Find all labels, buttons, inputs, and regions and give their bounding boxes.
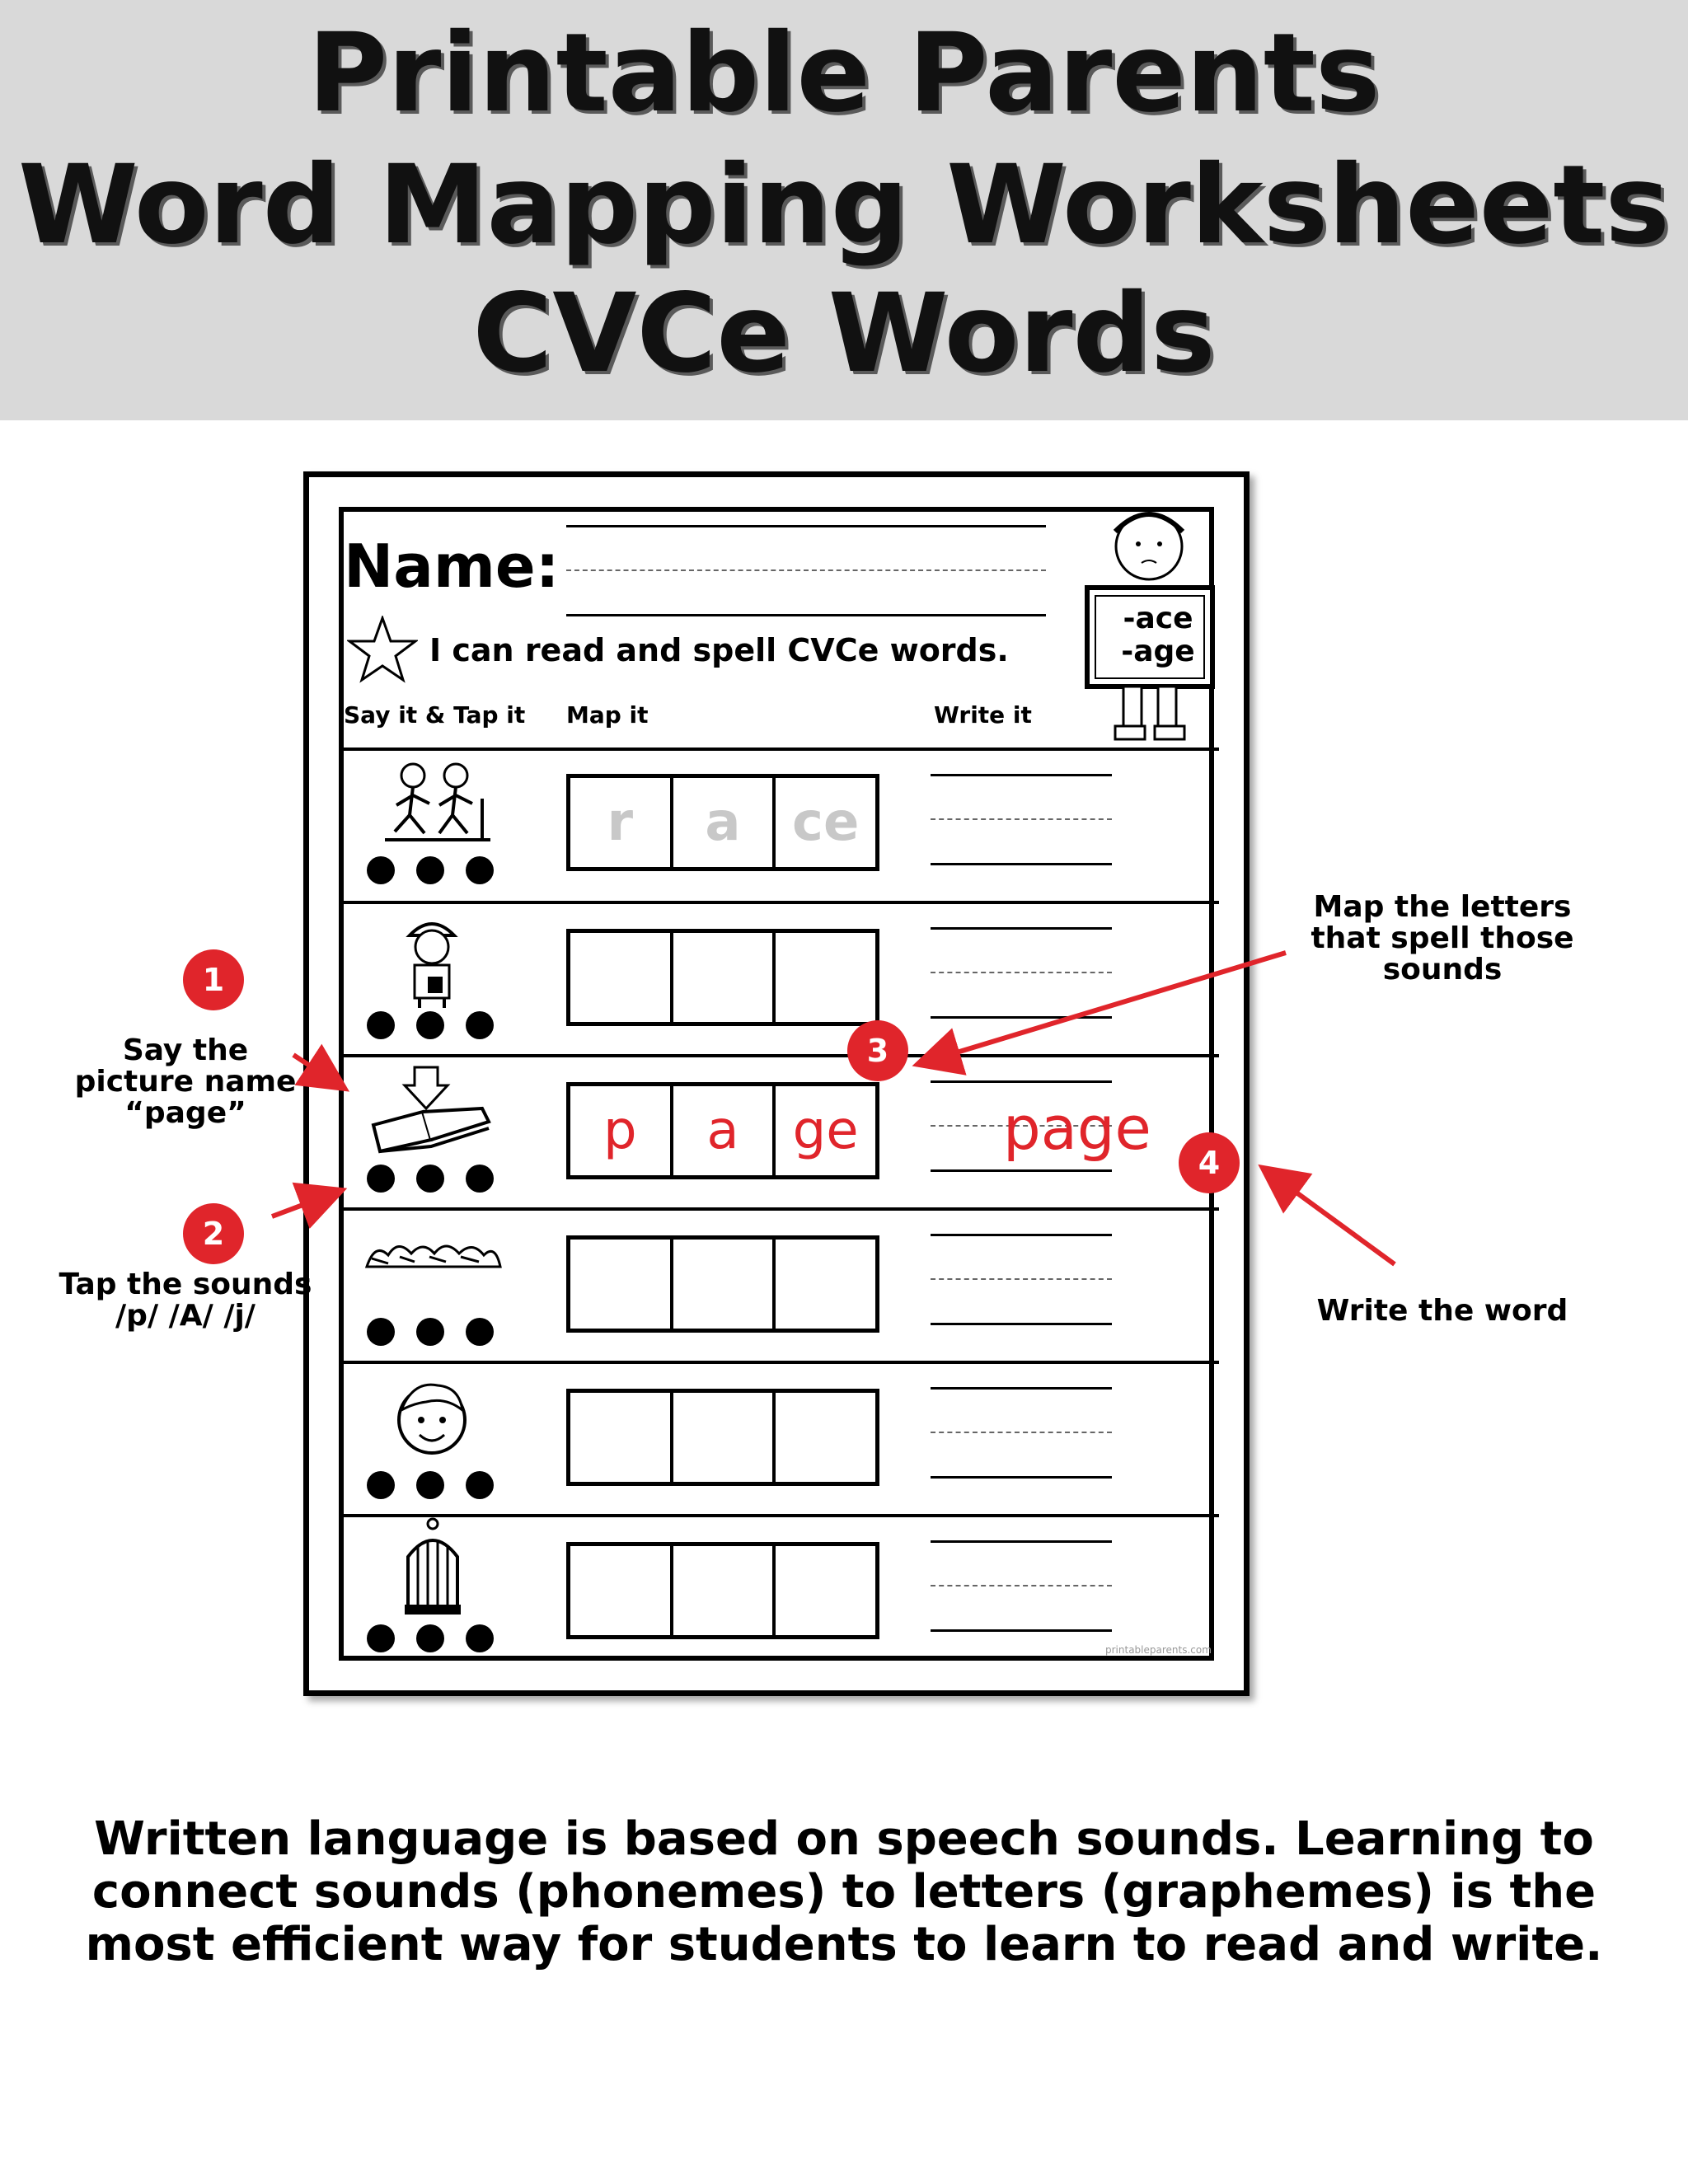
title-line-1: Printable Parents — [307, 10, 1381, 137]
column-header-map: Map it — [566, 701, 649, 729]
callout-map-line: sounds — [1382, 953, 1503, 987]
written-word: page — [1003, 1094, 1151, 1163]
callout-map-line: Map the letters — [1313, 890, 1572, 924]
column-header-write: Write it — [934, 701, 1032, 729]
title-line-2: Word Mapping Worksheets — [18, 142, 1670, 269]
map-cell: r — [570, 778, 673, 867]
step-badge-4: 4 — [1179, 1132, 1240, 1193]
footer-line: connect sounds (phonemes) to letters (graphemes) is the — [91, 1865, 1597, 1919]
callout-write — [1286, 1296, 1599, 1327]
step-badge-1: 1 — [183, 949, 244, 1010]
step-badge-3: 3 — [847, 1020, 908, 1081]
arrow-4 — [1266, 1170, 1395, 1264]
sign-line-2: -age — [1121, 635, 1195, 668]
callout-say — [49, 1035, 321, 1129]
callout-write-line: Write the word — [1316, 1294, 1568, 1328]
callout-say-line: “page” — [124, 1096, 246, 1130]
sign-line-1: -ace — [1123, 602, 1193, 635]
callout-tap — [49, 1269, 321, 1332]
footer-paragraph — [49, 1813, 1639, 1971]
footer-line: most efficient way for students to learn to read and write. — [85, 1918, 1603, 1971]
callout-tap-line: /p/ /A/ /j/ — [115, 1299, 256, 1333]
callout-map-line: that spell those — [1311, 921, 1574, 955]
step-badge-2: 2 — [183, 1203, 244, 1264]
map-cell: p — [570, 1086, 673, 1175]
callout-tap-line: Tap the sounds — [59, 1268, 312, 1301]
goal-text: I can read and spell CVCe words. — [429, 632, 1009, 668]
map-cell: ge — [792, 1100, 859, 1161]
map-cell: a — [673, 778, 776, 867]
callout-say-line: picture name — [74, 1065, 297, 1099]
credit-text: printableparents.com — [1105, 1644, 1212, 1656]
column-header-say: Say it & Tap it — [344, 701, 526, 729]
callout-map — [1286, 892, 1599, 986]
arrow-3 — [921, 953, 1286, 1063]
arrow-2 — [272, 1192, 338, 1216]
name-label: Name: — [344, 532, 560, 601]
map-cell: ce — [792, 792, 860, 853]
callout-say-line: Say the — [122, 1033, 249, 1067]
map-cell: a — [673, 1086, 776, 1175]
title-line-3: CVCe Words — [472, 270, 1216, 397]
footer-line: Written language is based on speech sounds. Learning to — [94, 1812, 1594, 1866]
